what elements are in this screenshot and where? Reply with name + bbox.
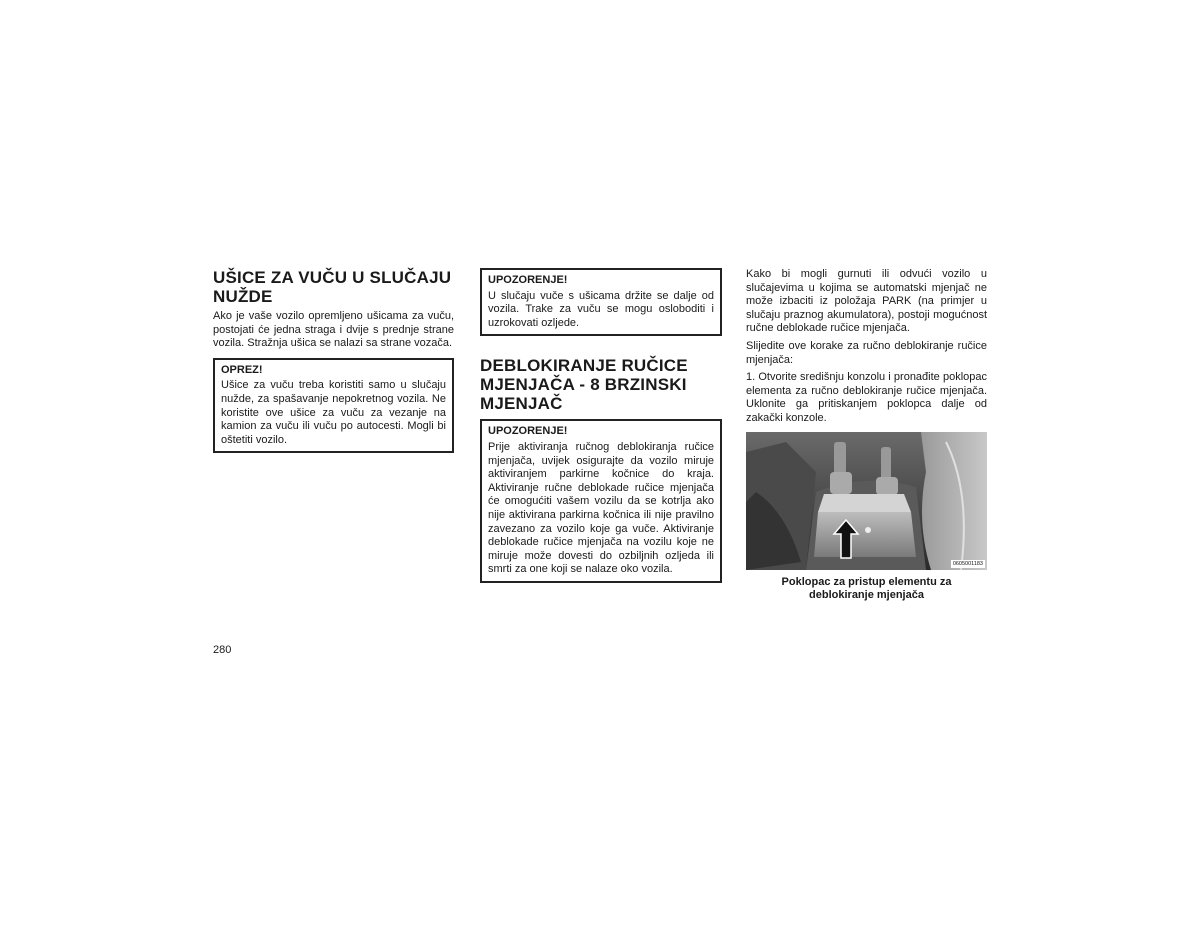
section-heading-towing-eyes: UŠICE ZA VUČU U SLUČAJU NUŽDE xyxy=(213,268,452,306)
warning-text: U slučaju vuče s ušicama držite se dalje od vozila. Trake za vuču se mogu osloboditi i uzrokovati ozljede. xyxy=(488,289,714,329)
warning-text: Prije aktiviranja ručnog deblokiranja ručice mjenjača, uvijek osigurajte da vozilo miruje aktiviranjem parkirne kočnice do kraja. Aktiviranje ručne deblokade ručice mjenjača će omogućiti vašem vozilu da se kotrlja ako nije aktivirana parkirna kočnica ili nije pravilno zavezano za vozilo koje ga vuče. Aktiviranje deblokade ručice mjenjača na vozilu koje ne miruje može dovesti do ozbiljnih ozljeda ili smrti za one koji se nalaze oko vozila. xyxy=(488,440,714,576)
page-number: 280 xyxy=(213,644,232,656)
warning-box-shift-release xyxy=(480,419,722,583)
warning-title: UPOZORENJE! xyxy=(488,425,568,438)
intro-paragraph: Kako bi mogli gurnuti ili odvući vozilo u slučajevima u kojima se automatski mjenjač ne može izbaciti iz položaja PARK (na primjer u slučaju praznog akumulatora), postoji mogućnost ručne deblokade ručice mjenjača. xyxy=(746,268,987,335)
warning-title: UPOZORENJE! xyxy=(488,274,568,286)
console-photo xyxy=(746,432,987,570)
photo-caption xyxy=(746,576,987,603)
caution-title: OPREZ! xyxy=(221,363,263,376)
console-illustration xyxy=(746,432,987,570)
section-heading-shift-release: DEBLOKIRANJE RUČICE MJENJAČA - 8 BRZINSKI MJENJAČ xyxy=(480,356,688,414)
caption-line-2: deblokiranje mjenjača xyxy=(809,589,924,602)
step-1-paragraph: 1. Otvorite središnju konzolu i pronađite poklopac elementa za ručno deblokiranje ručice mjenjača. Uklonite ga pritiskanjem poklopca dalje od zakački konzole. xyxy=(746,371,987,424)
image-reference-code: 0605001183 xyxy=(952,560,983,567)
left-column xyxy=(213,268,454,453)
caution-box xyxy=(213,358,454,454)
caution-text: Ušice za vuču treba koristiti samo u slučaju nužde, za spašavanje nepokretnog vozila. Ne koristite ove ušice za vuču za vezanje na kamion za vuču ili vuču po autocesti. Mogli bi oštetiti vozilo. xyxy=(221,379,446,446)
middle-column xyxy=(480,268,722,583)
warning-box-towing xyxy=(480,268,722,336)
caption-line-1: Poklopac za pristup elementu za xyxy=(781,575,952,588)
steps-intro-paragraph: Slijedite ove korake za ručno deblokiranje ručice mjenjača: xyxy=(746,339,987,366)
right-column xyxy=(746,268,987,603)
towing-eyes-paragraph: Ako je vaše vozilo opremljeno ušicama za vuču, postojati će jedna straga i dvije s prednje strane vozila. Stražnja ušica se nalazi sa strane vozača. xyxy=(213,310,454,350)
